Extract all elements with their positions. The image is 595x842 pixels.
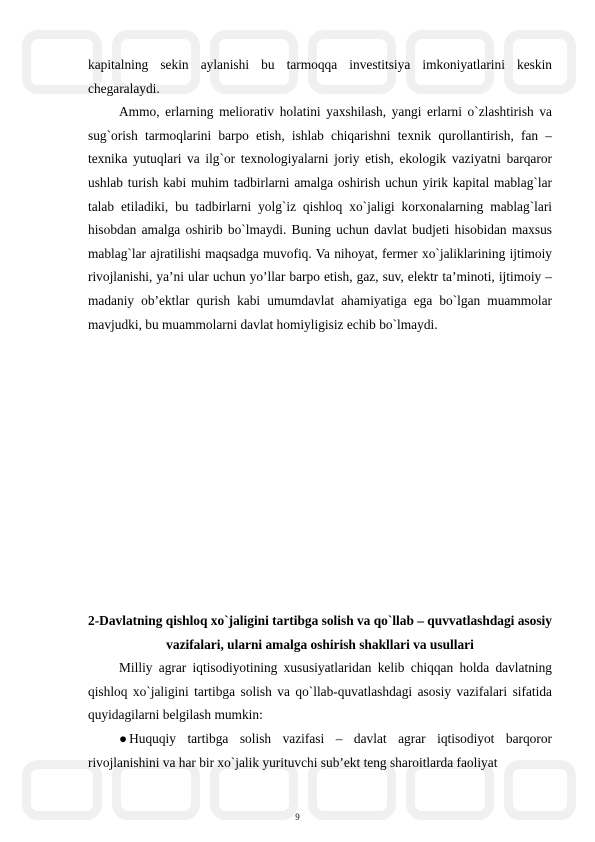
top-text-block (88, 53, 552, 336)
section-block (88, 609, 552, 774)
page-number: 9 (295, 812, 300, 822)
bullet-item-text: Huquqiy tartibga solish vazifasi – davlat agrar iqtisodiyot barqoror rivojlanishini va har bir xo`jalik yurituvchi sub’ekt teng sharoitlarda faoliyat (88, 730, 552, 770)
bullet-icon: ● (119, 730, 128, 746)
paragraph-continuation: kapitalning sekin aylanishi bu tarmoqqa investitsiya imkoniyatlarini keskin chegaralaydi. (88, 57, 552, 96)
section-heading: 2-Davlatning qishloq xo`jaligini tartibga solish va qo`llab – quvvatlashdagi asosiy vazifalari, ularni amalga oshirish shakllari va usullari (88, 613, 552, 652)
paragraph-body: Ammo, erlarning meliorativ holatini yaxshilash, yangi erlarni o`zlashtirish va sug`orish tarmoqlarini barpo etish, ishlab chiqarishni texnik qurollantirish, fan – texnika yutuqlari va ilg`or texnologiyalarni joriy etish, ekologik vaziyatni barqaror ushlab turish kabi muhim tadbirlarni amalga oshirish uchun yirik kapital mablag`lar talab etiladiki, bu tadbirlarni yolg`iz qishloq xo`jaligi korxonalarning mablag`lari hisobdan amalga oshirib bo`lmaydi. Buning uchun davlat budjeti hisobidan maxsus mablag`lar ajratilishi maqsadga muvofiq. Va nihoyat, fermer xo`jaliklarining ijtimoiy rivojlanishi, ya’ni ular uchun yo’llar barpo etish, gaz, suv, elektr ta’minoti, ijtimoiy – madaniy ob’ektlar qurish kabi umumdavlat ahamiyatiga ega bo`lgan muammolar mavjudki, bu muammolarni davlat homiyligisiz echib bo`lmaydi. (88, 104, 552, 332)
bullet-item (88, 727, 552, 774)
intro-paragraph: Milliy agrar iqtisodiyotining xususiyatlaridan kelib chiqqan holda davlatning qishloq xo`jaligini tartibga solish va qo`llab-quvatlashdagi asosiy vazifalari sifatida quyidagilarni belgilash mumkin: (88, 660, 552, 723)
